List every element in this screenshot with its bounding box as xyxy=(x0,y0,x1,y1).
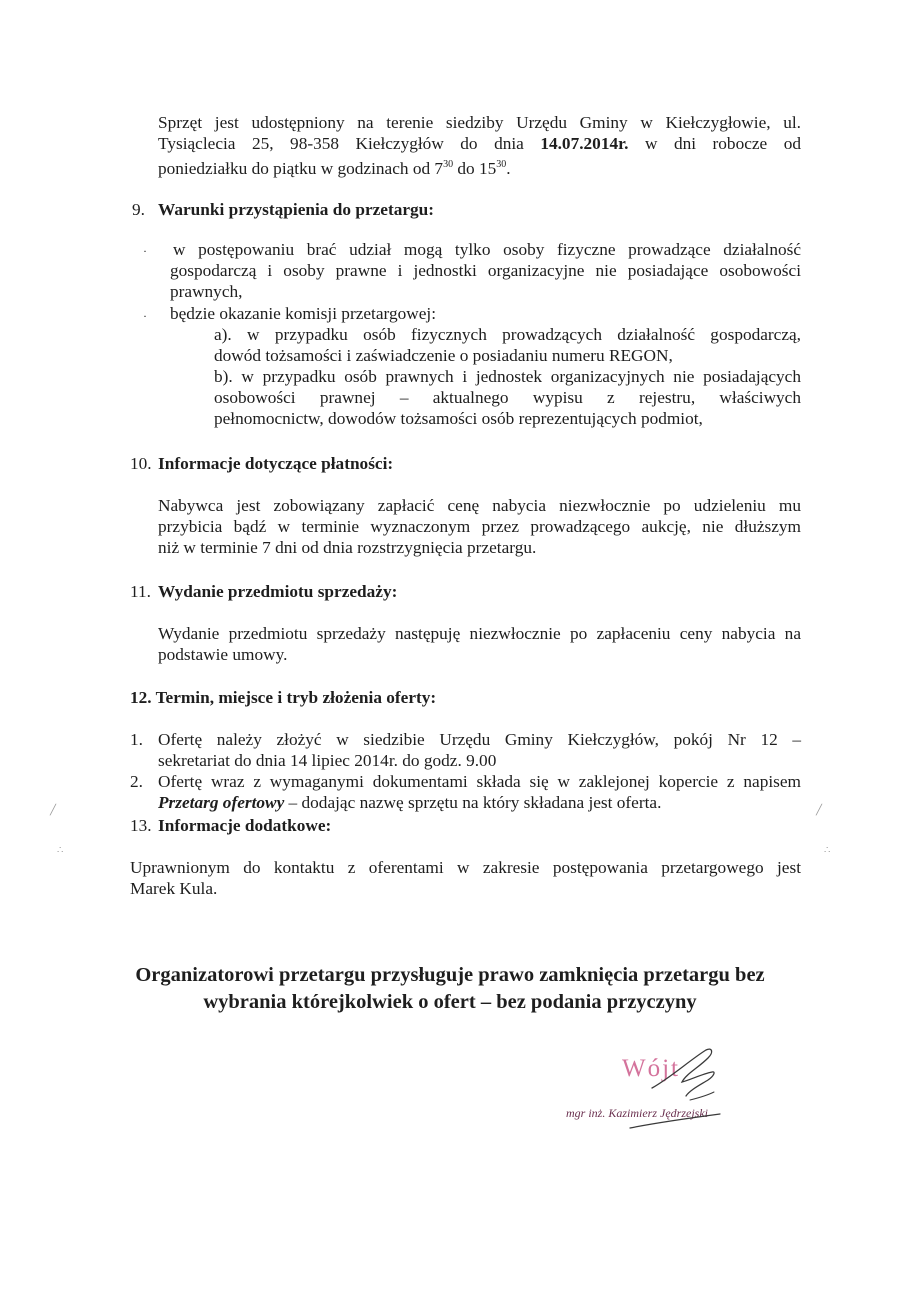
section-12-item-1-line-1: Ofertę należy złożyć w siedzibie Urzędu Gminy Kiełczygłów, pokój Nr 12 – xyxy=(158,730,801,749)
section-13-line-2: Marek Kula. xyxy=(130,879,218,898)
intro-text: Tysiąclecia 25, 98-358 Kiełczygłów do dnia xyxy=(158,134,541,153)
section-9-item-b-line-3: pełnomocnictw, dowodów tożsamości osób reprezentujących podmiot, xyxy=(214,409,703,428)
section-9-bullet-2: będzie okazanie komisji przetargowej: xyxy=(170,304,436,323)
item-text: – dodając nazwę sprzętu na który składana jest oferta. xyxy=(284,793,662,812)
deadline-date: 14.07.2014r. xyxy=(540,134,629,153)
section-13-number: 13. xyxy=(130,816,152,835)
section-12-item-2-line-1: Ofertę wraz z wymaganymi dokumentami składa się w zaklejonej kopercie z napisem xyxy=(158,772,801,791)
hour-superscript: 30 xyxy=(496,159,507,170)
intro-line-3 xyxy=(158,154,801,179)
section-13-title: Informacje dodatkowe: xyxy=(158,816,332,835)
stamp-name: mgr inż. Kazimierz Jędrzejski xyxy=(566,1106,708,1120)
section-12-item-2-line-2 xyxy=(158,792,661,813)
scan-speck: ╱ xyxy=(50,805,57,816)
section-12-item-1-number: 1. xyxy=(130,730,143,749)
section-13-line-1: Uprawnionym do kontaktu z oferentami w zakresie postępowania przetargowego jest xyxy=(130,858,801,877)
section-11-number: 11. xyxy=(130,582,151,601)
section-10-line-2: przybicia bądź w terminie wyznaczonym przez prowadzącego aukcję, nie dłuższym xyxy=(158,517,801,536)
section-9-item-b-line-2: osobowości prawnej – aktualnego wypisu z rejestru, właściwych xyxy=(214,388,801,407)
section-10-title: Informacje dotyczące płatności: xyxy=(158,454,394,473)
section-10-number: 10. xyxy=(130,454,152,473)
scan-speck: ╱ xyxy=(816,805,823,816)
intro-line-2 xyxy=(158,133,801,154)
section-9-bullet-1-line-2: gospodarczą i osoby prawne i jednostki organizacyjne nie posiadające osobowości xyxy=(170,261,801,280)
section-9-item-b-line-1: b). w przypadku osób prawnych i jednostek organizacyjnych nie posiadających xyxy=(214,367,801,386)
intro-line-1: Sprzęt jest udostępniony na terenie siedziby Urzędu Gminy w Kiełczygłowie, ul. xyxy=(158,113,801,132)
bullet-icon: · xyxy=(143,309,147,323)
closing-line-1: Organizatorowi przetargu przysługuje prawo zamknięcia przetargu bez xyxy=(135,964,765,986)
intro-text: . xyxy=(506,158,511,178)
section-9-number: 9. xyxy=(132,200,145,219)
closing-line-2: wybrania którejkolwiek o ofert – bez podania przyczyny xyxy=(203,991,697,1013)
section-10-line-3: niż w terminie 7 dni od dnia rozstrzygnięcia przetargu. xyxy=(158,538,537,557)
intro-text: poniedziałku do piątku w godzinach od 7 xyxy=(158,158,444,178)
section-11-line-2: podstawie umowy. xyxy=(158,645,288,664)
section-12-title: 12. Termin, miejsce i tryb złożenia oferty: xyxy=(130,688,437,707)
bullet-icon: · xyxy=(143,244,147,258)
scan-speck: ∴ xyxy=(824,845,831,856)
section-9-bullet-1-line-3: prawnych, xyxy=(170,282,243,301)
scan-speck: ∴ xyxy=(57,845,64,856)
section-11-line-1: Wydanie przedmiotu sprzedaży następuję niezwłocznie po zapłaceniu ceny nabycia na xyxy=(158,624,801,643)
hour-superscript: 30 xyxy=(443,159,454,170)
intro-text: w dni robocze od xyxy=(628,134,801,153)
section-12-item-1-line-2: sekretariat do dnia 14 lipiec 2014r. do godz. 9.00 xyxy=(158,751,497,770)
section-11-title: Wydanie przedmiotu sprzedaży: xyxy=(158,582,398,601)
stamp-title: Wójt xyxy=(622,1055,680,1082)
section-9-item-a-line-1: a). w przypadku osób fizycznych prowadzących działalność gospodarczą, xyxy=(214,325,801,344)
section-10-line-1: Nabywca jest zobowiązany zapłacić cenę nabycia niezwłocznie po udzieleniu mu xyxy=(158,496,801,515)
envelope-label: Przetarg ofertowy xyxy=(158,793,285,812)
section-9-item-a-line-2: dowód tożsamości i zaświadczenie o posiadaniu numeru REGON, xyxy=(214,346,673,365)
section-9-bullet-1-line-1: w postępowaniu brać udział mogą tylko osoby fizyczne prowadzące działalność xyxy=(173,240,801,259)
closing-statement xyxy=(100,962,800,1016)
intro-text: do 15 xyxy=(453,158,497,178)
section-12-item-2-number: 2. xyxy=(130,772,143,791)
signature-icon xyxy=(590,1040,760,1135)
section-9-title: Warunki przystąpienia do przetargu: xyxy=(158,200,435,219)
